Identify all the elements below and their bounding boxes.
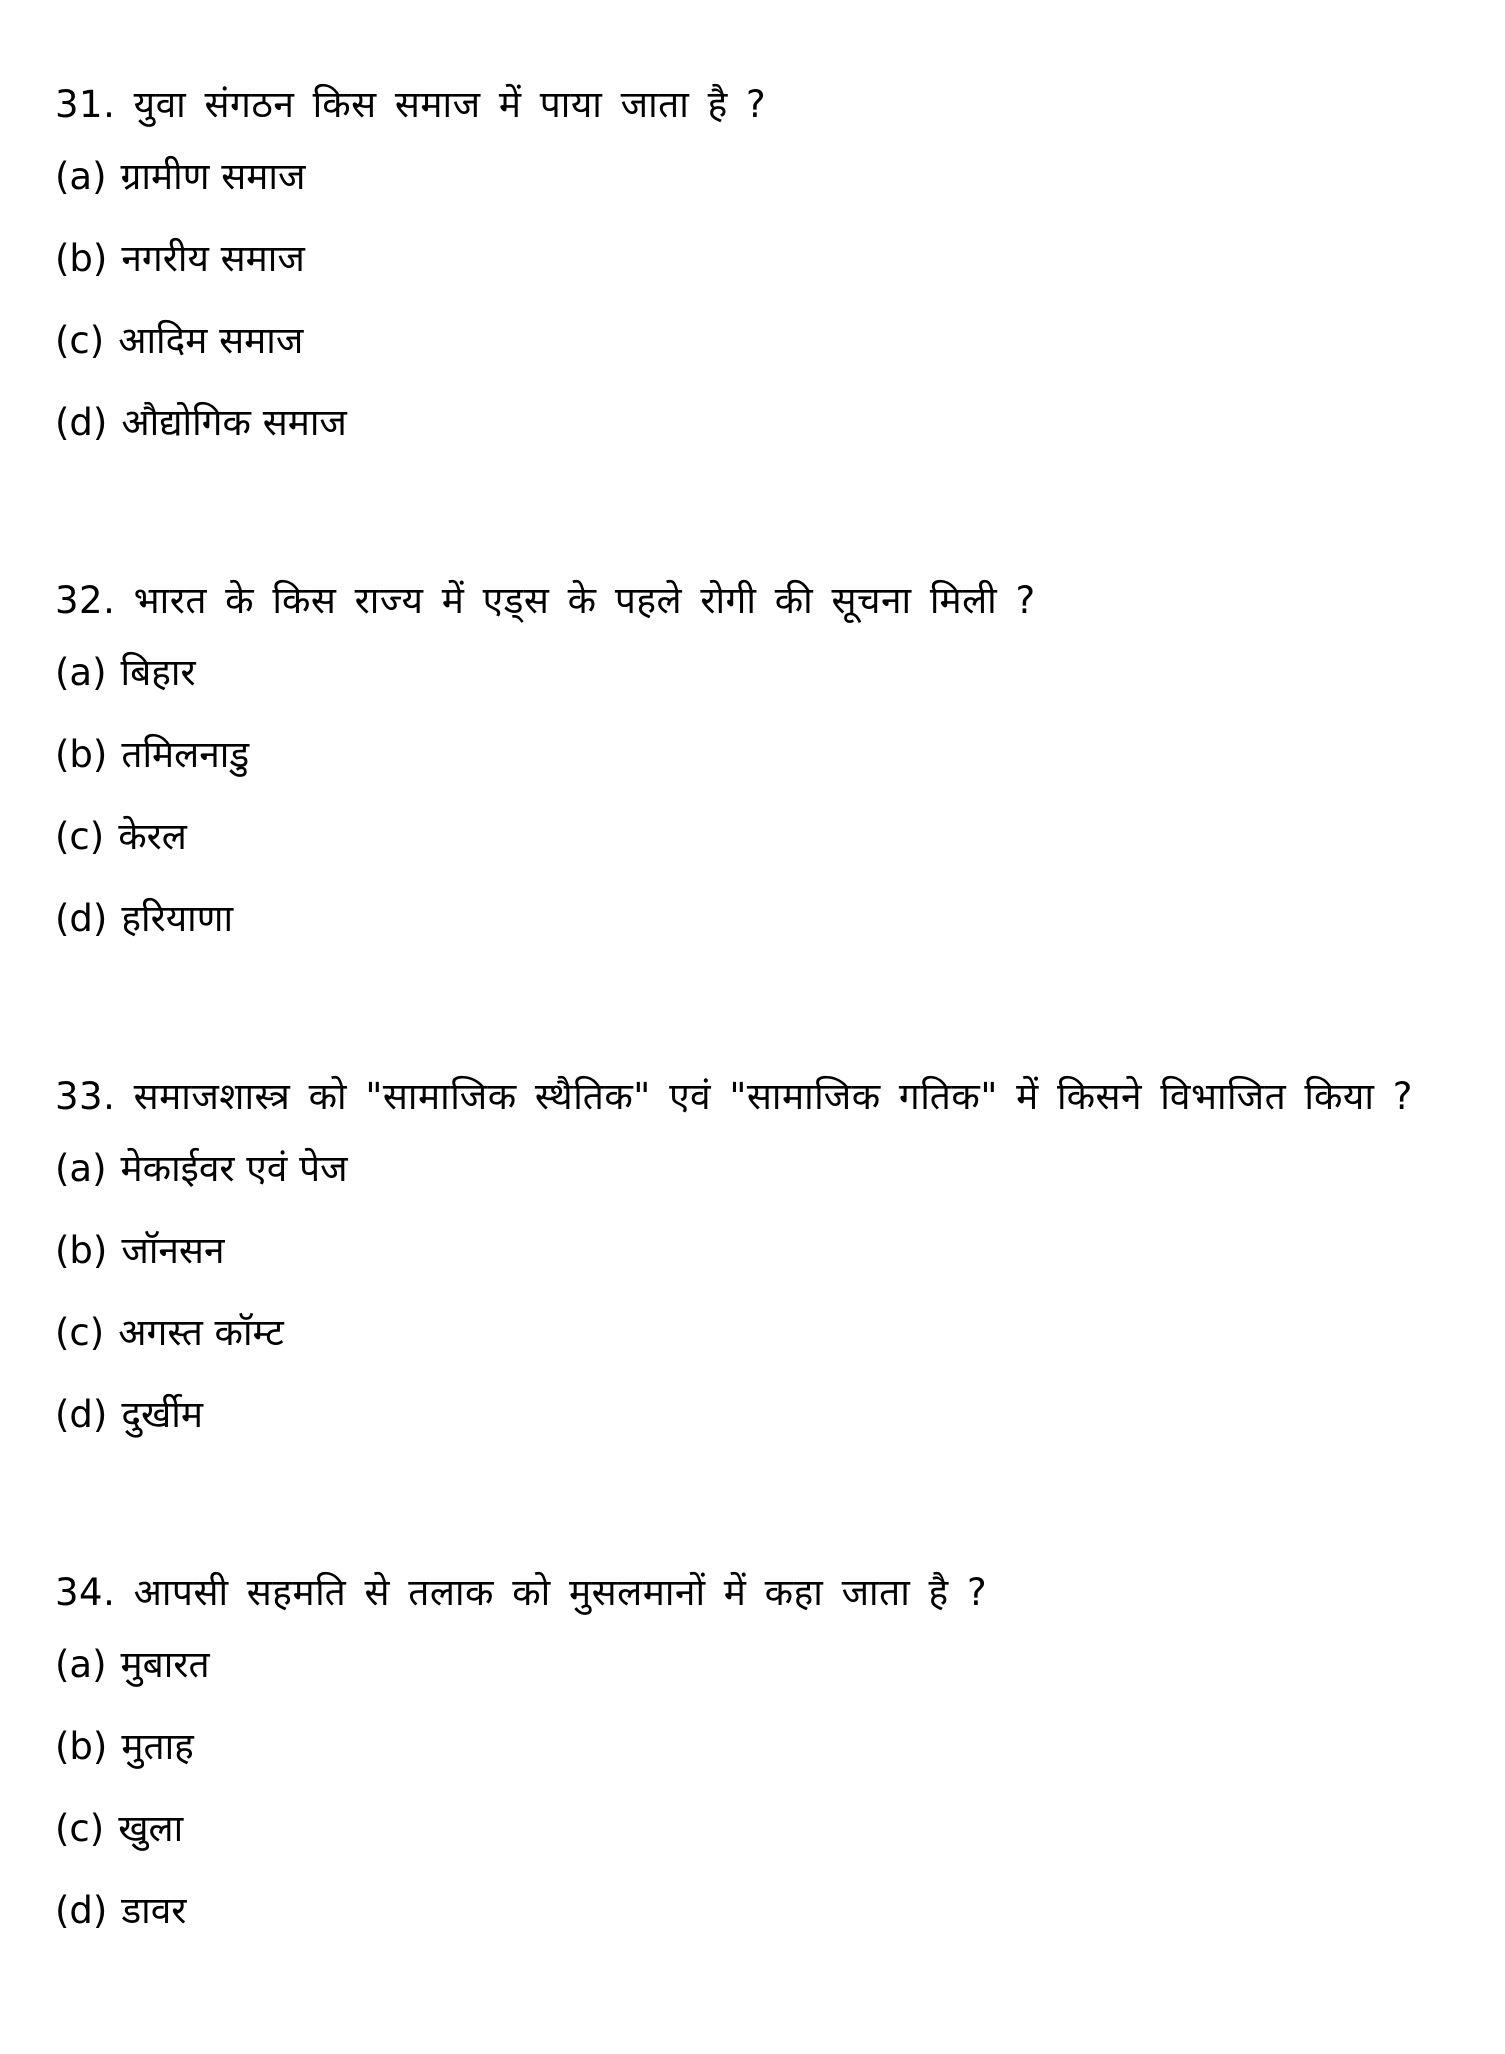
option-d <box>55 1886 1455 1968</box>
option-label: (a) <box>55 651 107 694</box>
option-text: मुबारत <box>120 1643 210 1686</box>
option-c <box>55 316 1455 398</box>
question-stem: समाजशास्त्र को "सामाजिक स्थैतिक" एवं "सामाजिक गतिक" में किसने विभाजित किया ? <box>133 1075 1413 1118</box>
option-label: (c) <box>55 1311 105 1354</box>
question-text <box>55 1062 1455 1132</box>
question-31 <box>55 70 1455 480</box>
option-a <box>55 152 1455 234</box>
question-32 <box>55 566 1455 976</box>
option-label: (b) <box>55 237 108 280</box>
option-b <box>55 730 1455 812</box>
question-number: 33. <box>55 1075 116 1118</box>
question-stem: युवा संगठन किस समाज में पाया जाता है ? <box>133 83 767 126</box>
option-label: (d) <box>55 1393 108 1436</box>
option-text: खुला <box>118 1807 184 1850</box>
option-a <box>55 1144 1455 1226</box>
option-label: (d) <box>55 897 108 940</box>
option-label: (d) <box>55 401 108 444</box>
option-c <box>55 812 1455 894</box>
option-text: ग्रामीण समाज <box>120 155 306 198</box>
option-text: अगस्त कॉम्ट <box>118 1311 284 1354</box>
option-label: (a) <box>55 1643 107 1686</box>
option-label: (a) <box>55 155 107 198</box>
option-c <box>55 1308 1455 1390</box>
option-d <box>55 1390 1455 1472</box>
option-label: (b) <box>55 733 108 776</box>
question-stem: आपसी सहमति से तलाक को मुसलमानों में कहा जाता है ? <box>133 1571 988 1614</box>
option-d <box>55 398 1455 480</box>
option-b <box>55 234 1455 316</box>
question-33 <box>55 1062 1455 1472</box>
option-label: (b) <box>55 1725 108 1768</box>
option-c <box>55 1804 1455 1886</box>
question-page <box>55 70 1455 2054</box>
question-text <box>55 566 1455 636</box>
question-number: 31. <box>55 83 116 126</box>
option-text: तमिलनाडु <box>121 733 250 776</box>
question-text <box>55 1558 1455 1628</box>
question-stem: भारत के किस राज्य में एड्स के पहले रोगी की सूचना मिली ? <box>133 579 1036 622</box>
option-text: औद्योगिक समाज <box>121 401 347 444</box>
option-text: मुताह <box>121 1725 194 1768</box>
option-text: मेकाईवर एवं पेज <box>120 1147 348 1190</box>
option-b <box>55 1226 1455 1308</box>
option-text: हरियाणा <box>121 897 234 940</box>
question-text <box>55 70 1455 140</box>
option-label: (b) <box>55 1229 108 1272</box>
option-text: डावर <box>121 1889 187 1932</box>
option-text: बिहार <box>120 651 196 694</box>
option-a <box>55 648 1455 730</box>
option-d <box>55 894 1455 976</box>
option-a <box>55 1640 1455 1722</box>
question-number: 32. <box>55 579 116 622</box>
option-text: केरल <box>118 815 187 858</box>
option-text: दुर्खीम <box>121 1393 203 1436</box>
option-label: (a) <box>55 1147 107 1190</box>
option-label: (d) <box>55 1889 108 1932</box>
question-34 <box>55 1558 1455 1968</box>
question-number: 34. <box>55 1571 116 1614</box>
option-label: (c) <box>55 815 105 858</box>
option-b <box>55 1722 1455 1804</box>
option-text: जॉनसन <box>121 1229 225 1272</box>
option-text: आदिम समाज <box>118 319 304 362</box>
option-label: (c) <box>55 319 105 362</box>
option-text: नगरीय समाज <box>121 237 305 280</box>
option-label: (c) <box>55 1807 105 1850</box>
